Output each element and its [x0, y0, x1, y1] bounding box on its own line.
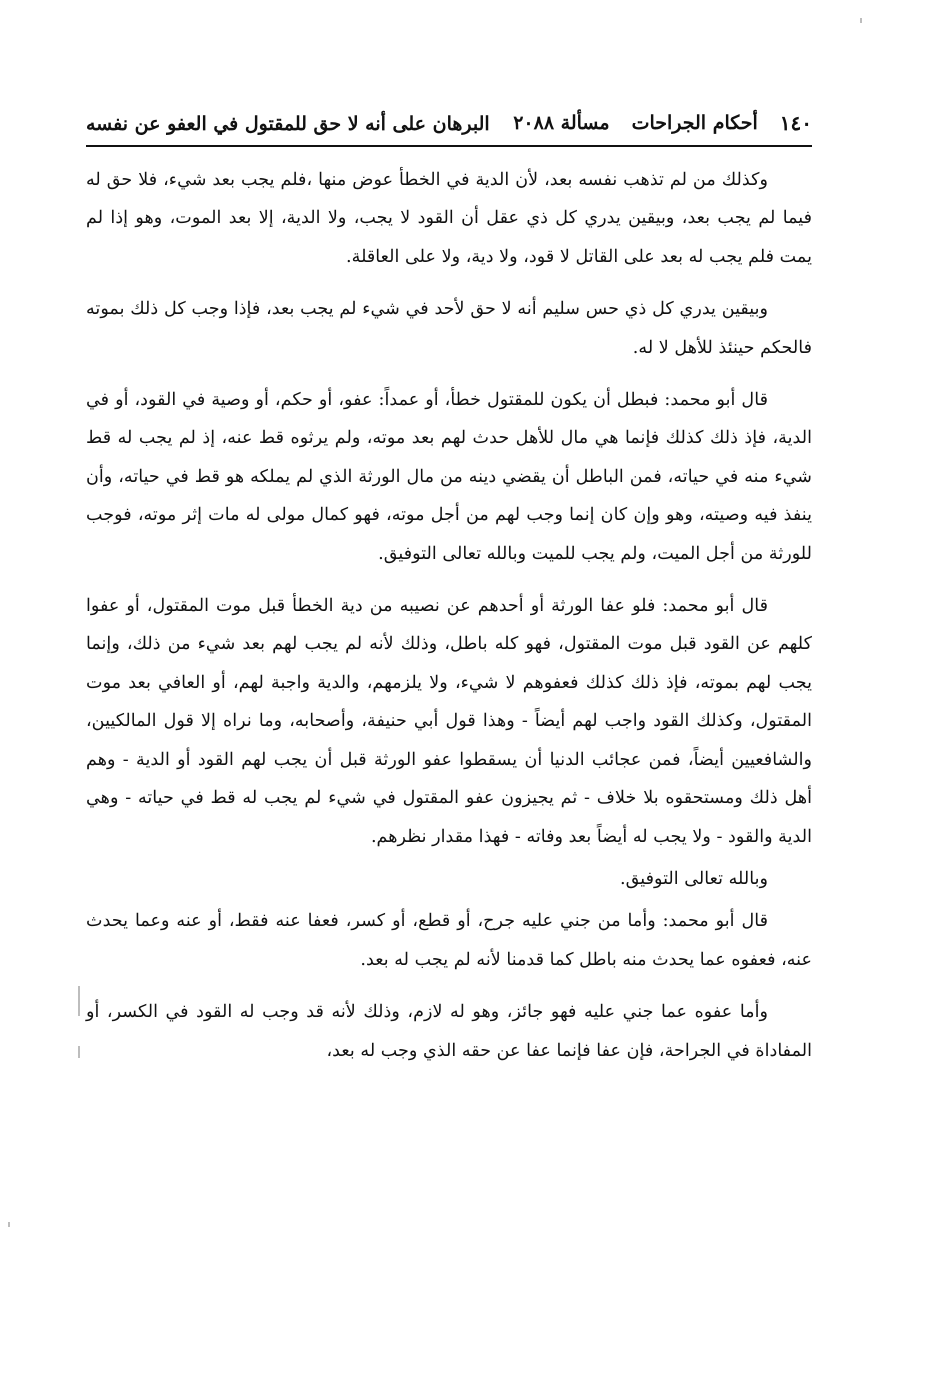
scan-mark: [78, 1046, 80, 1058]
scan-mark: [78, 986, 80, 1016]
paragraph: قال أبو محمد: فلو عفا الورثة أو أحدهم عن نصيبه من دية الخطأ قبل موت المقتول، أو عفوا كلهم عن القود قبل موت المقتول، فهو كله باطل، وذلك لأنه لم يجب لهم بعد شيء من ذلك، وإنما يجب لهم بموته، فإذ ذلك كذلك فعفوهم لا شيء، ولا يلزمهم، والدية واجبة لهم، أو العافي بعد موت المقتول، وكذلك القود واجب لهم أيضاً - وهذا قول أبي حنيفة، وأصحابه، وما نراه إلا قول المالكيين، والشافعيين أيضاً، فمن عجائب الدنيا أن يسقطوا عفو الورثة قبل أن يجب لهم القود أو الدية - وهم أهل ذلك ومستحقوه بلا خلاف - ثم يجيزون عفو المقتول في شيء لم يجب له قط في حياته - وهي الدية والقود - ولا يجب له أيضاً بعد وفاته - فهذا مقدار نظرهم.: [86, 596, 812, 847]
header-right-group: [513, 108, 812, 138]
body-text: [86, 161, 812, 1070]
issue-number: مسألة ٢٠٨٨: [513, 112, 610, 134]
paragraph: قال أبو محمد: فبطل أن يكون للمقتول خطأ، أو عمداً: عفو، أو حكم، أو وصية في القود، أو في الدية، فإذ ذلك كذلك فإنما هي مال للأهل حدث لهم بعد موته، ولم يرثوه قط عنه، إذ لم يجب له قط شيء منه في حياته، فمن الباطل أن يقضي دينه من مال الورثة الذي لم يملكه هو قط في حياته، وأن ينفذ فيه وصيته، وهو وإن كان إنما وجب لهم من أجل موته، فهو كمال مولى له مات إثر موته، فوجب للورثة من أجل الميت، ولم يجب للميت وبالله تعالى التوفيق.: [86, 390, 812, 564]
paragraph: وأما عفوه عما جني عليه فهو جائز، وهو له لازم، وذلك لأنه قد وجب له القود في الكسر، أو المفاداة في الجراحة، فإن عفا فإنما عفا عن حقه الذي وجب له بعد،: [86, 1002, 812, 1061]
book-title: أحكام الجراحات: [631, 112, 758, 134]
issue-title: البرهان على أنه لا حق للمقتول في العفو عن نفسه: [86, 113, 490, 135]
paragraph: وبيقين يدري كل ذي حس سليم أنه لا حق لأحد في شيء لم يجب بعد، فإذا وجب كل ذلك بموته فالحكم حينئذ للأهل لا له.: [86, 299, 812, 358]
paragraph: قال أبو محمد: وأما من جني عليه جرح، أو قطع، أو كسر، فعفا عنه فقط، أو عنه وعما يحدث عنه، فعفوه عما يحدث منه باطل كما قدمنا لأنه لم يجب له بعد.: [86, 911, 812, 970]
paragraph: وبالله تعالى التوفيق.: [620, 868, 768, 889]
page-number: ١٤٠: [779, 111, 812, 135]
book-page: [86, 108, 812, 1084]
paragraph: وكذلك من لم تذهب نفسه بعد، لأن الدية في الخطأ عوض منها ،فلم يجب بعد شيء، فلا حق له فيما لم يجب بعد، وبيقين يدري كل ذي عقل أن القود لا يجب، ولا الدية، إلا بعد الموت، وهو إذا لم يمت فلم يجب له بعد على القاتل لا قود، ولا دية، ولا على العاقلة.: [86, 170, 812, 267]
scan-mark: [860, 18, 862, 23]
header-divider: [86, 145, 812, 147]
scan-mark: [8, 1222, 10, 1227]
running-header: [86, 108, 812, 145]
